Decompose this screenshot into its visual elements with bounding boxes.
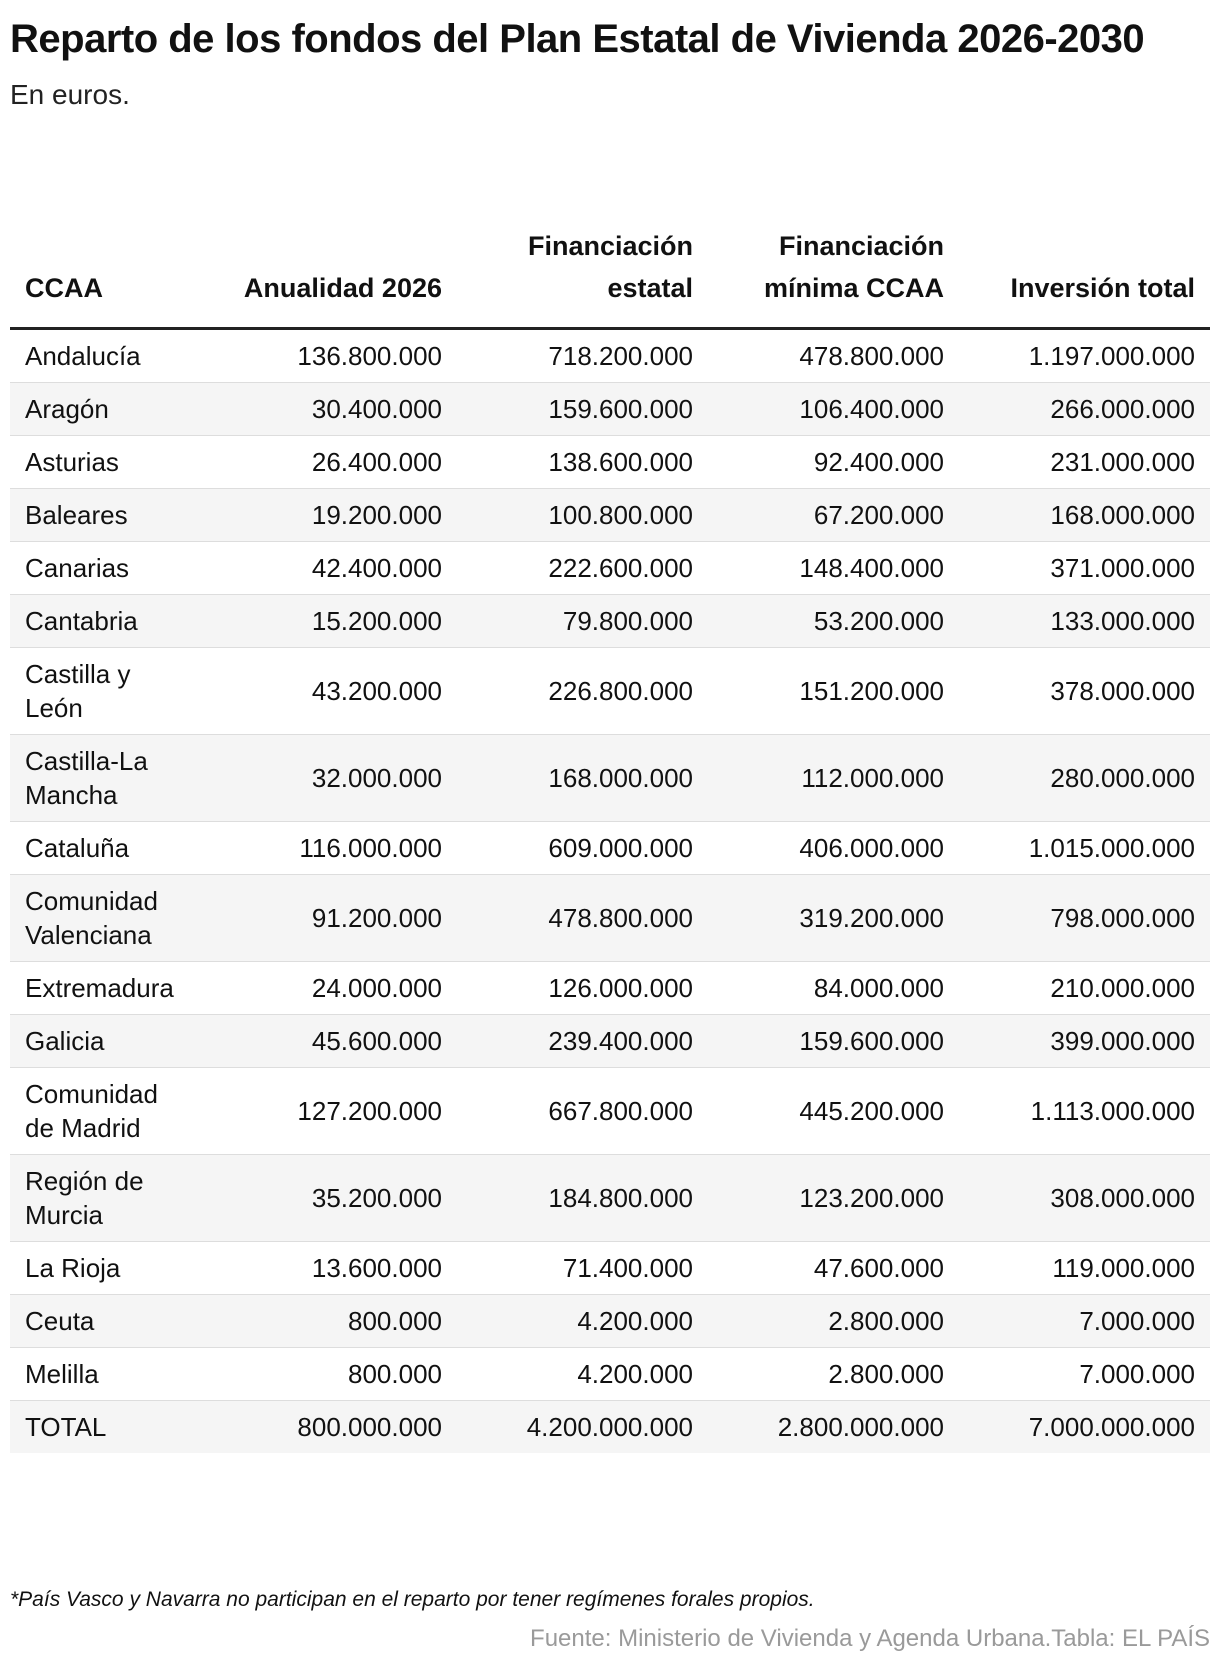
anualidad-2026-cell: 26.400.000 [206,436,457,489]
financiacion-minima-ccaa-cell: 53.200.000 [708,595,959,648]
page-subtitle: En euros. [10,79,130,110]
table-row [10,735,1210,822]
anualidad-2026-cell: 24.000.000 [206,962,457,1015]
financiacion-minima-ccaa-cell: 84.000.000 [708,962,959,1015]
column-header-financiacion-minima-ccaa: Financiación mínima CCAA [708,225,959,329]
inversion-total-cell: 1.197.000.000 [959,329,1210,383]
financiacion-estatal-cell: 718.200.000 [457,329,708,383]
financiacion-minima-ccaa-cell: 67.200.000 [708,489,959,542]
financiacion-estatal-cell: 478.800.000 [457,875,708,962]
financiacion-minima-ccaa-cell: 123.200.000 [708,1155,959,1242]
region-name-cell: Cataluña [10,822,206,875]
anualidad-2026-cell: 800.000.000 [206,1401,457,1454]
table-row [10,1015,1210,1068]
region-name-cell: Baleares [10,489,206,542]
column-header-inversion-total: Inversión total [959,225,1210,329]
financiacion-estatal-cell: 138.600.000 [457,436,708,489]
region-name-cell: Ceuta [10,1295,206,1348]
inversion-total-cell: 7.000.000 [959,1348,1210,1401]
inversion-total-cell: 280.000.000 [959,735,1210,822]
financiacion-estatal-cell: 79.800.000 [457,595,708,648]
region-name-cell: Comunidad de Madrid [10,1068,206,1155]
inversion-total-cell: 231.000.000 [959,436,1210,489]
anualidad-2026-cell: 800.000 [206,1295,457,1348]
anualidad-2026-cell: 32.000.000 [206,735,457,822]
region-name-cell: Canarias [10,542,206,595]
region-name-cell: La Rioja [10,1242,206,1295]
region-name-cell: Asturias [10,436,206,489]
financiacion-minima-ccaa-cell: 106.400.000 [708,383,959,436]
footnote: *País Vasco y Navarra no participan en el reparto por tener regímenes forales propios. [10,1588,815,1611]
funds-table [10,225,1210,1453]
region-name-cell: Comunidad Valenciana [10,875,206,962]
table-row [10,822,1210,875]
inversion-total-cell: 798.000.000 [959,875,1210,962]
financiacion-estatal-cell: 126.000.000 [457,962,708,1015]
financiacion-minima-ccaa-cell: 478.800.000 [708,329,959,383]
table-row [10,1348,1210,1401]
table-row [10,329,1210,383]
financiacion-estatal-cell: 667.800.000 [457,1068,708,1155]
anualidad-2026-cell: 43.200.000 [206,648,457,735]
anualidad-2026-cell: 30.400.000 [206,383,457,436]
financiacion-minima-ccaa-cell: 151.200.000 [708,648,959,735]
financiacion-estatal-cell: 4.200.000 [457,1295,708,1348]
inversion-total-cell: 168.000.000 [959,489,1210,542]
table-row [10,1068,1210,1155]
inversion-total-cell: 133.000.000 [959,595,1210,648]
anualidad-2026-cell: 800.000 [206,1348,457,1401]
financiacion-estatal-cell: 4.200.000.000 [457,1401,708,1454]
financiacion-minima-ccaa-cell: 319.200.000 [708,875,959,962]
financiacion-minima-ccaa-cell: 445.200.000 [708,1068,959,1155]
table-row [10,595,1210,648]
inversion-total-cell: 7.000.000.000 [959,1401,1210,1454]
table-header-row [10,225,1210,329]
financiacion-estatal-cell: 100.800.000 [457,489,708,542]
financiacion-minima-ccaa-cell: 159.600.000 [708,1015,959,1068]
financiacion-minima-ccaa-cell: 112.000.000 [708,735,959,822]
financiacion-estatal-cell: 226.800.000 [457,648,708,735]
table-row [10,1242,1210,1295]
inversion-total-cell: 308.000.000 [959,1155,1210,1242]
anualidad-2026-cell: 91.200.000 [206,875,457,962]
inversion-total-cell: 1.113.000.000 [959,1068,1210,1155]
column-header-financiacion-estatal: Financiación estatal [457,225,708,329]
inversion-total-cell: 119.000.000 [959,1242,1210,1295]
financiacion-minima-ccaa-cell: 148.400.000 [708,542,959,595]
financiacion-minima-ccaa-cell: 2.800.000.000 [708,1401,959,1454]
table-row [10,383,1210,436]
financiacion-minima-ccaa-cell: 92.400.000 [708,436,959,489]
table-row [10,648,1210,735]
page-title: Reparto de los fondos del Plan Estatal de Vivienda 2026-2030 [10,17,1145,61]
inversion-total-cell: 7.000.000 [959,1295,1210,1348]
anualidad-2026-cell: 19.200.000 [206,489,457,542]
financiacion-estatal-cell: 71.400.000 [457,1242,708,1295]
region-name-cell: Castilla y León [10,648,206,735]
financiacion-estatal-cell: 609.000.000 [457,822,708,875]
table-row [10,1295,1210,1348]
inversion-total-cell: 266.000.000 [959,383,1210,436]
region-name-cell: Región de Murcia [10,1155,206,1242]
financiacion-estatal-cell: 168.000.000 [457,735,708,822]
inversion-total-cell: 371.000.000 [959,542,1210,595]
inversion-total-cell: 1.015.000.000 [959,822,1210,875]
region-name-cell: Aragón [10,383,206,436]
financiacion-minima-ccaa-cell: 2.800.000 [708,1348,959,1401]
inversion-total-cell: 210.000.000 [959,962,1210,1015]
anualidad-2026-cell: 45.600.000 [206,1015,457,1068]
region-name-cell: Extremadura [10,962,206,1015]
column-header-ccaa: CCAA [10,225,206,329]
column-header-anualidad-2026: Anualidad 2026 [206,225,457,329]
financiacion-estatal-cell: 4.200.000 [457,1348,708,1401]
financiacion-minima-ccaa-cell: 47.600.000 [708,1242,959,1295]
anualidad-2026-cell: 116.000.000 [206,822,457,875]
table-body [10,329,1210,1454]
total-row [10,1401,1210,1454]
inversion-total-cell: 399.000.000 [959,1015,1210,1068]
anualidad-2026-cell: 42.400.000 [206,542,457,595]
financiacion-estatal-cell: 239.400.000 [457,1015,708,1068]
financiacion-estatal-cell: 159.600.000 [457,383,708,436]
table-row [10,489,1210,542]
region-name-cell: Castilla-La Mancha [10,735,206,822]
table-row [10,436,1210,489]
region-name-cell: TOTAL [10,1401,206,1454]
table-row [10,875,1210,962]
inversion-total-cell: 378.000.000 [959,648,1210,735]
financiacion-minima-ccaa-cell: 2.800.000 [708,1295,959,1348]
financiacion-minima-ccaa-cell: 406.000.000 [708,822,959,875]
anualidad-2026-cell: 35.200.000 [206,1155,457,1242]
anualidad-2026-cell: 136.800.000 [206,329,457,383]
table-row [10,1155,1210,1242]
table-row [10,542,1210,595]
source-credit: Fuente: Ministerio de Vivienda y Agenda Urbana.Tabla: EL PAÍS [530,1625,1210,1652]
anualidad-2026-cell: 15.200.000 [206,595,457,648]
region-name-cell: Melilla [10,1348,206,1401]
financiacion-estatal-cell: 184.800.000 [457,1155,708,1242]
region-name-cell: Galicia [10,1015,206,1068]
anualidad-2026-cell: 127.200.000 [206,1068,457,1155]
region-name-cell: Cantabria [10,595,206,648]
region-name-cell: Andalucía [10,329,206,383]
table-row [10,962,1210,1015]
financiacion-estatal-cell: 222.600.000 [457,542,708,595]
anualidad-2026-cell: 13.600.000 [206,1242,457,1295]
